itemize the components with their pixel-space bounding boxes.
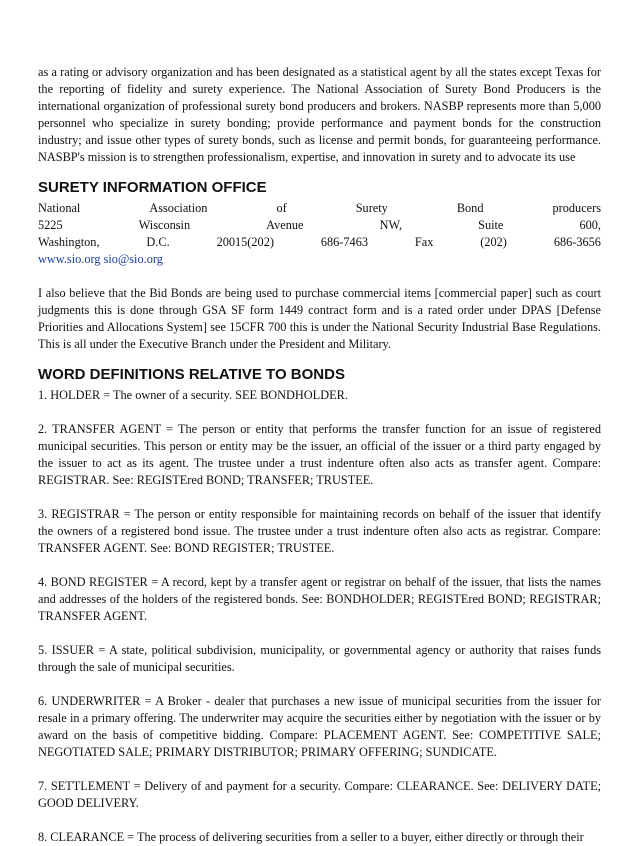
definition-item: 3. REGISTRAR = The person or entity responsible for maintaining records on behalf of the issuer that identify the owners of a registered bond issue. The trustee under a trust indenture often also acts as registrar. Compare: TRANSFER AGENT. See: BOND REGISTER; TRUSTEE.	[38, 507, 601, 555]
address-line-2: 5225 Wisconsin Avenue NW, Suite 600,	[38, 218, 601, 232]
definition-item: 1. HOLDER = The owner of a security. SEE BONDHOLDER.	[38, 388, 348, 402]
definition-item: 7. SETTLEMENT = Delivery of and payment for a security. Compare: CLEARANCE. See: DELIVERY DATE; GOOD DELIVERY.	[38, 779, 601, 810]
address-line-3: Washington, D.C. 20015(202) 686-7463 Fax (202) 686-3656	[38, 235, 601, 249]
website-link[interactable]: www.sio.org	[38, 252, 101, 266]
definition-item: 8. CLEARANCE = The process of delivering securities from a seller to a buyer, either directly or through their	[38, 830, 584, 844]
email-link[interactable]: sio@sio.org	[103, 252, 163, 266]
definition-item: 2. TRANSFER AGENT = The person or entity that performs the transfer function for an issue of registered municipal securities. This person or entity may be the issuer, an official of the issuer or a third party engaged by the issuer to act as its agent. The trustee under a trust indenture often also acts as transfer agent. Compare: REGISTRAR. See: REGISTEred BOND; TRANSFER; TRUSTEE.	[38, 422, 601, 487]
definition-item: 4. BOND REGISTER = A record, kept by a transfer agent or registrar on behalf of the issuer, that lists the names and addresses of the holders of the registered bonds. See: BONDHOLDER; REGISTEred BOND; REGISTRAR; TRANSFER AGENT.	[38, 575, 601, 623]
surety-office-heading: SURETY INFORMATION OFFICE	[38, 179, 267, 196]
intro-paragraph: as a rating or advisory organization and has been designated as a statistical agent by all the states except Texas for the reporting of fidelity and surety experience. The National Association of Surety Bond Producers is the international organization of professional surety bond producers and brokers. NASBP represents more than 5,000 personnel who specialize in surety bonding; provide performance and payment bonds for the construction industry; and issue other types of surety bonds, such as license and permit bonds, for guaranteeing performance. NASBP's mission is to strengthen professionalism, expertise, and innovation in surety and to advocate its use	[38, 65, 601, 164]
definition-item: 5. ISSUER = A state, political subdivision, municipality, or governmental agency or authority that raises funds through the sale of municipal securities.	[38, 643, 601, 674]
contact-links	[38, 251, 601, 268]
document-page	[38, 64, 601, 846]
address-line-1: National Association of Surety Bond producers	[38, 201, 601, 215]
definitions-heading: WORD DEFINITIONS RELATIVE TO BONDS	[38, 366, 345, 383]
bid-bonds-note: I also believe that the Bid Bonds are being used to purchase commercial items [commercial paper] such as court judgments this is done through GSA SF form 1449 contract form and is a rated order under DPAS [Defense Priorities and Allocations System] see 15CFR 700 this is under the National Security Industrial Base Regulations. This is all under the Executive Branch under the President and Military.	[38, 286, 601, 351]
definition-item: 6. UNDERWRITER = A Broker - dealer that purchases a new issue of municipal securities from the issuer for resale in a primary offering. The underwriter may acquire the securities either by negotiation with the issuer or by award on the basis of competitive bidding. Compare: PLACEMENT AGENT. See: COMPETITIVE SALE; NEGOTIATED SALE; PRIMARY DISTRIBUTOR; PRIMARY OFFERING; SUNDICATE.	[38, 694, 601, 759]
